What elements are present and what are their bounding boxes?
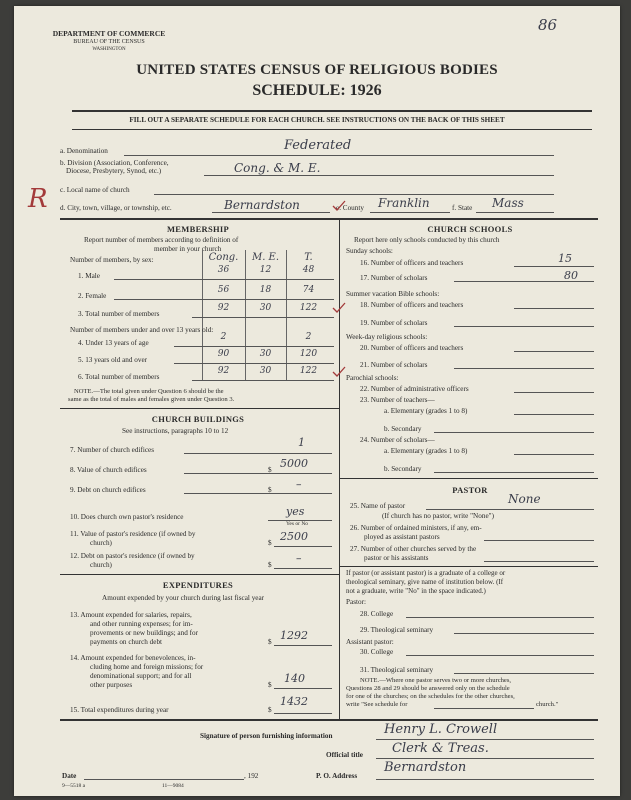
denomination-label: a. Denomination <box>60 147 108 155</box>
dollar-sign: $ <box>268 706 272 714</box>
expenditures-title: EXPENDITURES <box>162 580 234 590</box>
city-value: Bernardston <box>224 198 300 212</box>
q15-line <box>274 713 332 714</box>
membership-row-label: 3. Total number of members <box>78 310 160 318</box>
county-value: Franklin <box>378 196 430 210</box>
q30-line <box>406 655 594 656</box>
q14-line <box>274 688 332 689</box>
graduate-rule <box>339 566 598 567</box>
official-title-value: Clerk & Treas. <box>392 741 489 756</box>
membership-row-line <box>114 299 334 300</box>
membership-title: MEMBERSHIP <box>166 224 230 234</box>
membership-cell: 74 <box>302 285 315 295</box>
pastor-label: Pastor: <box>346 598 366 606</box>
q24a-label: a. Elementary (grades 1 to 8) <box>384 447 468 455</box>
signature-value: Henry L. Crowell <box>384 722 498 737</box>
signature-label: Signature of person furnishing information <box>200 732 333 740</box>
q13-line-4: payments on church debt <box>90 638 163 646</box>
q14-value: 140 <box>284 672 305 685</box>
membership-row-label: 5. 13 years old and over <box>78 356 148 364</box>
state-line <box>476 212 554 213</box>
q30-label: 30. College <box>360 648 394 656</box>
q24b-line <box>434 472 594 473</box>
pastor-note-5: church." <box>536 701 559 708</box>
county-label: e. County <box>336 204 364 212</box>
q20-line <box>514 351 594 352</box>
membership-cell: 2 <box>220 332 227 342</box>
census-schedule-sheet <box>14 6 620 796</box>
graduate-note-2: theological seminary, give name of institution below. (If <box>346 578 504 586</box>
q16-label: 16. Number of officers and teachers <box>360 259 464 267</box>
q24-label: 24. Number of scholars— <box>360 436 435 444</box>
local-name-line <box>154 194 554 195</box>
state-label: f. State <box>452 204 473 212</box>
schools-sunday: Sunday schools: <box>346 247 393 255</box>
q15-value: 1432 <box>280 695 308 708</box>
q13-line-1: 13. Amount expended for salaries, repairs, <box>70 611 192 619</box>
membership-intro-1: Report number of members according to definition of <box>84 236 239 244</box>
pastor-note-line <box>434 708 534 709</box>
frame-bottom-rule <box>60 719 598 721</box>
expenditures-subtitle: Amount expended by your church during last fiscal year <box>102 594 265 602</box>
membership-cell: 36 <box>217 265 230 275</box>
local-name-label: c. Local name of church <box>60 186 130 194</box>
membership-cell: 30 <box>259 349 272 359</box>
q23a-line <box>514 414 594 415</box>
buildings-rule <box>60 408 339 409</box>
print-number: 11—9084 <box>162 783 184 789</box>
frame-center-rule <box>339 219 340 719</box>
q9-label: 9. Debt on church edifices <box>70 486 146 494</box>
membership-cell: 12 <box>259 265 272 275</box>
department-name: DEPARTMENT OF COMMERCE <box>52 29 166 38</box>
q25-hint: (If church has no pastor, write "None") <box>382 512 494 520</box>
graduate-note-3: not a graduate, write "No" in the space indicated.) <box>346 587 486 595</box>
po-address-value: Bernardston <box>384 760 467 775</box>
q27-label-1: 27. Number of other churches served by the <box>350 545 477 553</box>
membership-cell: 2 <box>305 332 312 342</box>
q13-line-2: and other running expenses; for im- <box>90 620 193 628</box>
graduate-note-1: If pastor (or assistant pastor) is a graduate of a college or <box>346 569 506 577</box>
membership-cell: 122 <box>299 366 318 376</box>
membership-row-line <box>192 380 334 381</box>
dollar-sign: $ <box>268 638 272 646</box>
q29-line <box>454 633 594 634</box>
membership-note-2: same as the total of males and females given under Question 3. <box>68 396 235 403</box>
q22-line <box>514 392 594 393</box>
membership-note-1: NOTE.—The total given under Question 6 should be the <box>74 388 224 395</box>
q19-line <box>454 326 594 327</box>
q10-value: yes <box>286 505 305 518</box>
q26-label-2: ployed as assistant pastors <box>364 533 440 541</box>
q28-line <box>406 617 594 618</box>
po-address-label: P. O. Address <box>316 772 358 780</box>
division-label-2: Diocese, Presbytery, Synod, etc.) <box>66 167 162 175</box>
page-number: 86 <box>538 16 558 34</box>
q31-line <box>454 673 594 674</box>
q18-label: 18. Number of officers and teachers <box>360 301 464 309</box>
q27-line <box>484 561 594 562</box>
q13-line-3: provements or new buildings; and for <box>90 629 198 637</box>
division-label-1: b. Division (Association, Conference, <box>60 159 169 167</box>
form-title: UNITED STATES CENSUS OF RELIGIOUS BODIES <box>136 62 498 78</box>
schools-summer: Summer vacation Bible schools: <box>346 290 440 298</box>
assistant-label: Assistant pastor: <box>346 638 394 646</box>
check-mark-icon <box>332 302 346 314</box>
membership-cell: 122 <box>299 303 318 313</box>
membership-row-label: 6. Total number of members <box>78 373 160 381</box>
po-address-line <box>376 779 594 780</box>
q8-line <box>184 473 332 474</box>
q7-label: 7. Number of church edifices <box>70 446 155 454</box>
city-label: d. City, town, village, or township, etc. <box>60 204 172 212</box>
q9-line <box>184 493 332 494</box>
membership-row-label: 4. Under 13 years of age <box>78 339 149 347</box>
division-value: Cong. & M. E. <box>234 161 321 175</box>
department-block <box>44 30 174 54</box>
membership-intro-2: member in your church <box>154 245 222 253</box>
schools-parochial: Parochial schools: <box>346 374 399 382</box>
q11-label-2: church) <box>90 539 112 547</box>
margin-mark: R <box>28 184 48 214</box>
pastor-title: PASTOR <box>452 485 488 495</box>
q26-line <box>484 540 594 541</box>
dollar-sign: $ <box>268 466 272 474</box>
schools-title: CHURCH SCHOOLS <box>427 224 513 234</box>
membership-cell: 56 <box>217 285 230 295</box>
q21-line <box>454 368 594 369</box>
city-name: WASHINGTON <box>92 47 126 52</box>
q9-value: – <box>296 478 302 491</box>
date-label: Date <box>62 772 77 780</box>
q8-value: 5000 <box>280 457 308 470</box>
q10-hint: Yes or No <box>286 521 309 527</box>
membership-age-heading: Number of members under and over 13 years old: <box>70 326 214 334</box>
q23-label: 23. Number of teachers— <box>360 396 435 404</box>
bureau-name: BUREAU OF THE CENSUS <box>73 39 145 45</box>
membership-row-label: 2. Female <box>78 292 107 300</box>
membership-cell: 92 <box>217 303 230 313</box>
q13-value: 1292 <box>280 629 308 642</box>
q18-line <box>514 308 594 309</box>
q17-value: 80 <box>564 269 578 282</box>
dollar-sign: $ <box>268 486 272 494</box>
q11-value: 2500 <box>280 530 308 543</box>
q7-value: 1 <box>298 436 305 449</box>
q24b-label: b. Secondary <box>384 465 422 473</box>
pastor-note-2: Questions 28 and 29 should be answered only on the schedule <box>346 685 510 692</box>
membership-row-label: 1. Male <box>78 272 100 280</box>
q27-label-2: pastor or his assistants <box>364 554 429 562</box>
membership-row-line <box>192 317 334 318</box>
dollar-sign: $ <box>268 539 272 547</box>
q10-label: 10. Does church own pastor's residence <box>70 513 184 521</box>
q13-line <box>274 645 332 646</box>
q25-line <box>426 509 594 510</box>
frame-top-rule <box>60 218 598 220</box>
schedule-title: SCHEDULE: 1926 <box>252 82 382 99</box>
q29-label: 29. Theological seminary <box>360 626 434 634</box>
q24a-line <box>514 454 594 455</box>
buildings-title: CHURCH BUILDINGS <box>151 414 245 424</box>
membership-row-line <box>114 279 334 280</box>
q7-line <box>184 453 332 454</box>
schools-intro: Report here only schools conducted by this church <box>354 236 500 244</box>
membership-by-sex: Number of members, by sex: <box>70 256 154 264</box>
q12-value: – <box>296 552 302 565</box>
membership-row-line <box>174 363 334 364</box>
q12-line <box>274 568 332 569</box>
check-mark-icon <box>332 200 346 212</box>
q31-label: 31. Theological seminary <box>360 666 434 674</box>
col-head-total: T. <box>304 252 313 263</box>
denomination-line <box>124 155 554 156</box>
state-value: Mass <box>492 196 524 210</box>
q19-label: 19. Number of scholars <box>360 319 428 327</box>
q26-label-1: 26. Number of ordained ministers, if any, em- <box>350 524 482 532</box>
county-line <box>370 212 450 213</box>
q23a-label: a. Elementary (grades 1 to 8) <box>384 407 468 415</box>
q12-label-2: church) <box>90 561 112 569</box>
division-line <box>204 175 554 176</box>
q25-value: None <box>508 492 541 506</box>
q25-label: 25. Name of pastor <box>350 502 406 510</box>
membership-cell: 30 <box>259 303 272 313</box>
q12-label-1: 12. Debt on pastor's residence (if owned by <box>70 552 195 560</box>
form-number: 9—5518 a <box>62 783 86 789</box>
q11-line <box>274 546 332 547</box>
col-head-cong: Cong. <box>208 252 239 263</box>
header-rule-top <box>72 110 592 112</box>
q22-label: 22. Number of administrative officers <box>360 385 469 393</box>
schools-weekday: Week-day religious schools: <box>346 333 428 341</box>
membership-cell: 48 <box>302 265 315 275</box>
q14-line-1: 14. Amount expended for benevolences, in- <box>70 654 196 662</box>
q16-line <box>514 266 594 267</box>
pastor-rule <box>339 478 598 479</box>
q28-label: 28. College <box>360 610 394 618</box>
dollar-sign: $ <box>268 681 272 689</box>
pastor-note-1: NOTE.—Where one pastor serves two or more churches, <box>360 677 512 684</box>
official-title-line <box>376 758 594 759</box>
q17-label: 17. Number of scholars <box>360 274 428 282</box>
q8-label: 8. Value of church edifices <box>70 466 147 474</box>
q23b-line <box>434 432 594 433</box>
membership-cell: 30 <box>259 366 272 376</box>
check-mark-icon <box>332 366 346 378</box>
membership-row-line <box>174 346 334 347</box>
q14-line-2: cluding home and foreign missions; for <box>90 663 204 671</box>
q21-label: 21. Number of scholars <box>360 361 428 369</box>
q11-label-1: 11. Value of pastor's residence (if owned by <box>70 530 196 538</box>
official-title-label: Official title <box>326 751 363 759</box>
buildings-subtitle: See instructions, paragraphs 10 to 12 <box>122 427 229 435</box>
denomination-value: Federated <box>284 138 352 153</box>
membership-cell: 18 <box>259 285 272 295</box>
q14-line-4: other purposes <box>90 681 133 689</box>
col-head-me: M. E. <box>251 252 280 263</box>
date-line <box>84 779 244 780</box>
q23b-label: b. Secondary <box>384 425 422 433</box>
q20-label: 20. Number of officers and teachers <box>360 344 464 352</box>
expenditures-rule <box>60 574 339 575</box>
membership-cell: 120 <box>299 349 318 359</box>
membership-cell: 92 <box>217 366 230 376</box>
date-year: , 192 <box>244 772 259 780</box>
membership-cell: 90 <box>217 349 230 359</box>
dollar-sign: $ <box>268 561 272 569</box>
instruction-line: FILL OUT A SEPARATE SCHEDULE FOR EACH CHURCH. SEE INSTRUCTIONS ON THE BACK OF THIS SHEET <box>129 116 505 124</box>
header-rule-bottom <box>72 129 592 130</box>
city-line <box>212 212 330 213</box>
q16-value: 15 <box>558 252 572 265</box>
q15-label: 15. Total expenditures during year <box>70 706 169 714</box>
pastor-note-4: write "See schedule for <box>346 701 408 708</box>
q14-line-3: denominational support; and for all <box>90 672 192 680</box>
pastor-note-3: for one of the churches; on the schedules for the other churches, <box>346 693 515 700</box>
signature-line <box>376 739 594 740</box>
